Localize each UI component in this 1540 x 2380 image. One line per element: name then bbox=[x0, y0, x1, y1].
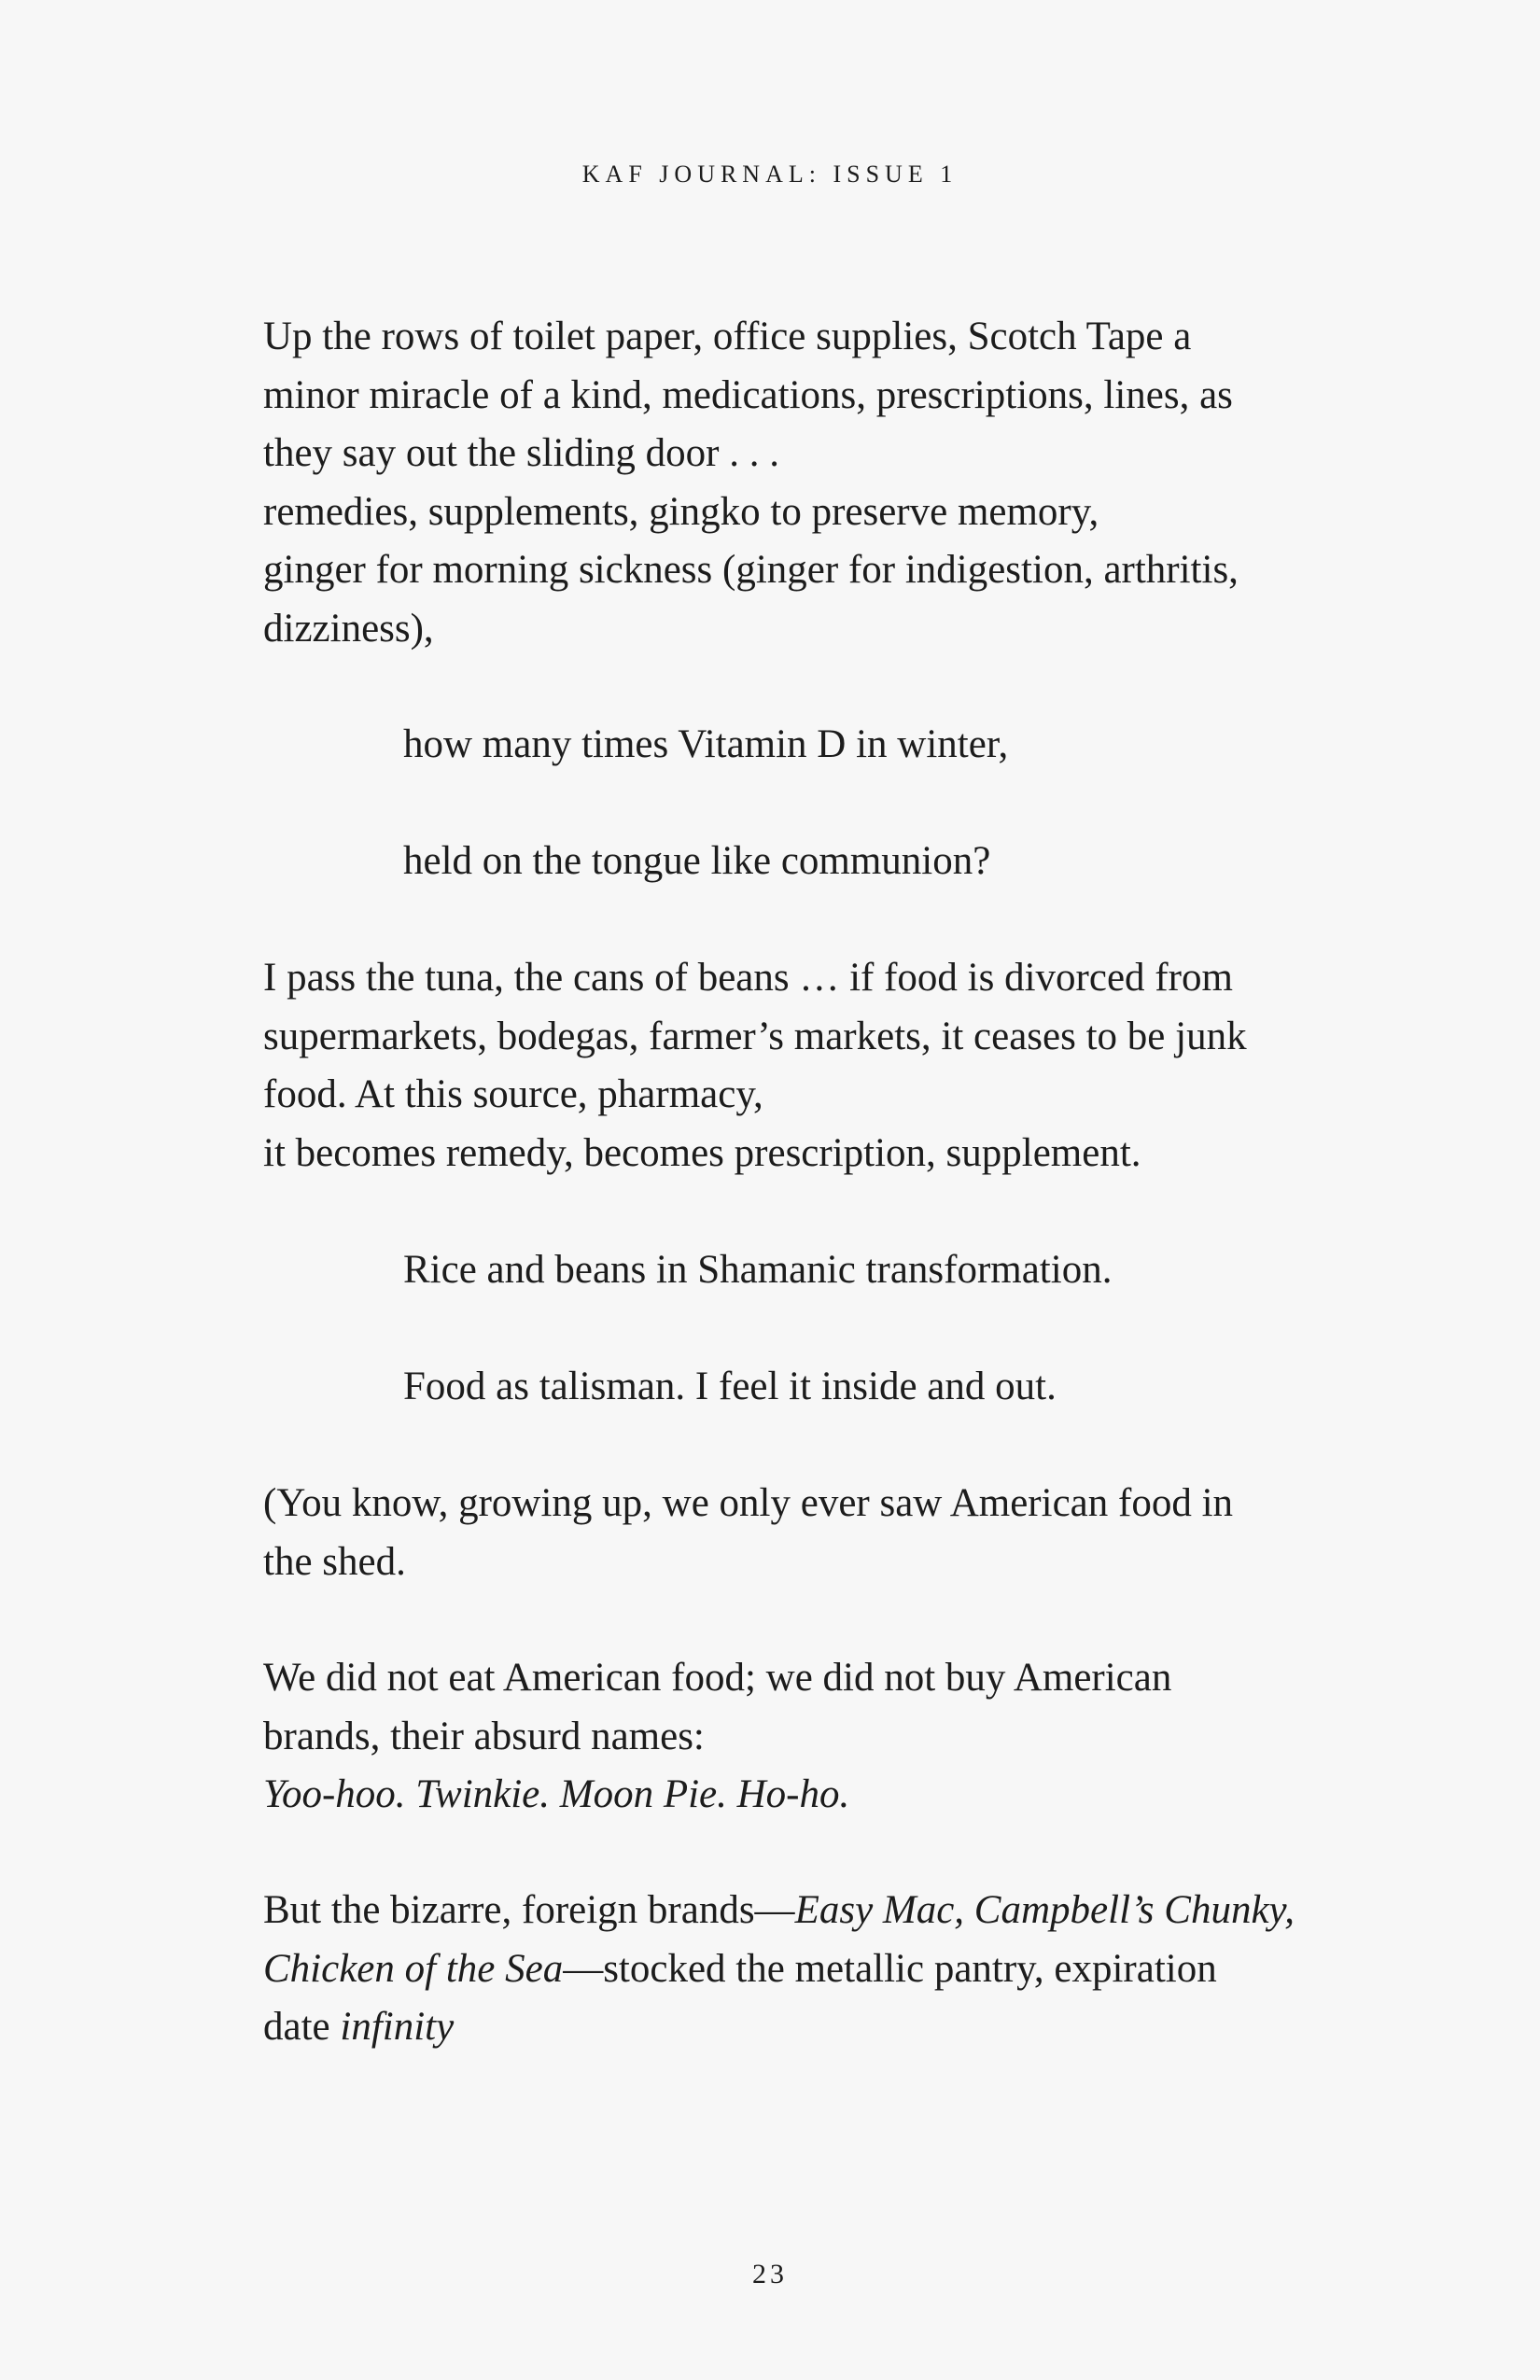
indented-line-3 bbox=[263, 1241, 1309, 1300]
poem-line bbox=[263, 1998, 1309, 2057]
poem-line: remedies, supplements, gingko to preserve memory, bbox=[263, 489, 1099, 534]
running-header: KAF JOURNAL: ISSUE 1 bbox=[581, 161, 959, 188]
roman-text: —stocked the metallic pantry, expiration bbox=[563, 1946, 1217, 1991]
indented-line-2 bbox=[263, 833, 1309, 891]
roman-text: But the bizarre, foreign brands— bbox=[263, 1888, 795, 1932]
italic-brand-names: Easy Mac, Campbell’s Chunky, bbox=[794, 1888, 1295, 1932]
poem-line: Food as talisman. I feel it inside and out. bbox=[403, 1365, 1057, 1408]
poem-line: Up the rows of toilet paper, office supplies, Scotch Tape a bbox=[263, 315, 1192, 358]
italic-word: infinity bbox=[340, 2005, 455, 2049]
poem-line: brands, their absurd names: bbox=[263, 1714, 705, 1758]
poem-line: (You know, growing up, we only ever saw American food in bbox=[263, 1481, 1234, 1525]
poem-line: minor miracle of a kind, medications, prescriptions, lines, as bbox=[263, 372, 1233, 417]
poem-line-italic: Yoo-hoo. Twinkie. Moon Pie. Ho-ho. bbox=[263, 1772, 850, 1816]
poem-line: supermarkets, bodegas, farmer’s markets, it ceases to be junk bbox=[263, 1014, 1247, 1058]
page-number: 23 bbox=[752, 2259, 788, 2289]
stanza-5 bbox=[263, 1882, 1309, 2057]
poem-line: it becomes remedy, becomes prescription, supplement. bbox=[263, 1130, 1141, 1175]
stanza-2 bbox=[263, 949, 1309, 1183]
roman-text: date bbox=[263, 2005, 341, 2049]
poem-line: the shed. bbox=[263, 1539, 406, 1584]
italic-brand-names: Chicken of the Sea bbox=[263, 1946, 564, 1991]
poem-line: food. At this source, pharmacy, bbox=[263, 1072, 763, 1116]
poem-line: held on the tongue like communion? bbox=[403, 839, 991, 883]
poem-line: they say out the sliding door . . . bbox=[263, 431, 779, 475]
poem-line: ginger for morning sickness (ginger for indigestion, arthritis, bbox=[263, 548, 1239, 592]
poem-line: We did not eat American food; we did not buy American bbox=[263, 1656, 1172, 1700]
stanza-3 bbox=[263, 1475, 1309, 1591]
poem-line bbox=[263, 1882, 1309, 1940]
poem-line: how many times Vitamin D in winter, bbox=[403, 722, 1009, 766]
poem-line: dizziness), bbox=[263, 606, 434, 651]
poem-line: I pass the tuna, the cans of beans … if food is divorced from bbox=[263, 956, 1233, 1000]
poem-line bbox=[263, 1940, 1309, 1999]
indented-line-1 bbox=[263, 716, 1309, 775]
indented-line-4 bbox=[263, 1358, 1309, 1417]
poem-line: Rice and beans in Shamanic transformation. bbox=[403, 1248, 1113, 1292]
stanza-4 bbox=[263, 1649, 1309, 1825]
stanza-1 bbox=[263, 308, 1309, 658]
